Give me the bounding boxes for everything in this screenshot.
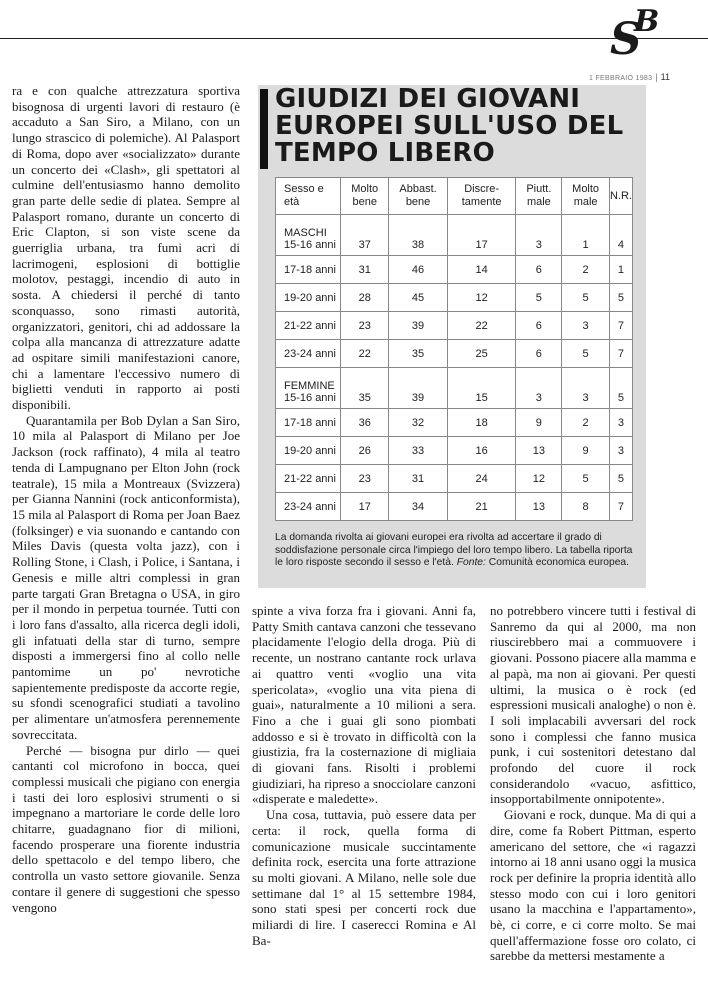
logo-letter-s: S (610, 14, 642, 65)
article-column-2 (252, 603, 476, 948)
table-header-row (276, 178, 633, 215)
table-cell: 28 (341, 284, 389, 312)
table-cell: 5 (609, 284, 632, 312)
table-cell: 2 (562, 409, 610, 437)
age-label: 23-24 anni (276, 493, 341, 521)
table-cell: 3 (516, 368, 562, 409)
table-cell: 3 (609, 409, 632, 437)
table-cell: 6 (516, 312, 562, 340)
page-number: 11 (660, 72, 670, 82)
paragraph: no potrebbero vincere tutti i festival di Sanremo da qui al 2000, ma non riuscirebbero mai a commuovere i giovani. Possono piacere alla mamma e al papà, ma non ai giovani. Per questi ultimi, la musica o è rock (ed espressioni musicali analoghe) o non è. I soli implacabili avversari del rock sono i complessi che fanno musica punk, i cui sostenitori detestano dal profondo del cuore il rock considerandolo «vacuo, asfittico, insopportabilmente onnipotente». (490, 603, 696, 807)
table-cell: 5 (562, 284, 610, 312)
table-cell: 13 (516, 437, 562, 465)
caption-text: La domanda rivolta ai giovani europei era rivolta ad accertare il grado di soddisfazione personale circa l'impiego del loro tempo libero. La tabella riporta le loro risposte secondo il sesso e l'età. (275, 532, 633, 568)
table-cell: 1 (562, 215, 610, 256)
table-row (276, 340, 633, 368)
table-cell: 23 (341, 465, 389, 493)
table-cell: 25 (447, 340, 516, 368)
table-cell: 14 (447, 256, 516, 284)
group-label: MASCHI (284, 227, 327, 239)
age-label: 21-22 anni (276, 312, 341, 340)
table-row (276, 256, 633, 284)
table-caption (275, 532, 637, 570)
paragraph: Una cosa, tuttavia, può essere data per certa: il rock, quella forma di comunicazione musicale succintamente definita rock, esercita una forte attrazione su molti giovani. A Milano, nelle sole due settimane dal 1° al 15 settembre 1984, sono stati spesi per concerti rock due miliardi di lire. I caserecci Romina e Al Ba- (252, 807, 476, 948)
table-cell: 35 (389, 340, 448, 368)
table-row (276, 284, 633, 312)
table-cell: 4 (609, 215, 632, 256)
table-cell: 15 (447, 368, 516, 409)
table-cell: 38 (389, 215, 448, 256)
table-cell: 31 (389, 465, 448, 493)
age-label: 19-20 anni (276, 437, 341, 465)
table-cell: 37 (341, 215, 389, 256)
table-cell: 39 (389, 312, 448, 340)
paragraph: Giovani e rock, dunque. Ma di qui a dire, come fa Robert Pittman, esperto americano del settore, che «i ragazzi intorno ai 18 anni usano oggi la musica rock per definire la propria identità allo stesso modo con cui i loro genitori usano la macchina e l'appartamento», bè, ci corre, e ci corre molto. Se mai quell'affermazione fosse oro colato, ci sarebbe da mettersi mestamente a (490, 807, 696, 964)
table-cell: 22 (341, 340, 389, 368)
sidebar-headline: GIUDIZI DEI GIOVANI EUROPEI SULL'USO DEL TEMPO LIBERO (275, 84, 624, 168)
table-cell: 5 (562, 465, 610, 493)
table-cell: 35 (341, 368, 389, 409)
age-label: 15-16 anni (284, 392, 336, 404)
page-folio (560, 72, 670, 82)
age-label: 19-20 anni (276, 284, 341, 312)
age-label: 23-24 anni (276, 340, 341, 368)
paragraph: ra e con qualche attrezzatura sportiva bisognosa di urgenti lavori di restauro (è accaduto a San Siro, a Milano, con un lungo strascico di polemiche). Al Palasport di Roma, dopo aver «socializzato» durante un concerto dei «Clash», gli spettatori al culmine dell'entusiasmo hanno demolito gran parte delle sedie di platea. Sempre al Palasport romano, durante un concerto di Eric Clapton, si son viste scene da guerriglia urbana, tra fumi acri di lacrimogeni, esplosioni di bottiglie molotov, pestaggi, incendio di auto in sosta. A chiedersi il perché di tanto sconquasso, sono rimasti autorità, organizzatori, genitori, chi ad addossare la colpa alla mancanza di attrezzature adatte ad ospitare simili manifestazioni canore, chi a lamentare l'eccessivo numero di biglietti venduti in rapporto ai posti disponibili. (12, 83, 240, 413)
table-cell: 3 (516, 215, 562, 256)
table-row (276, 465, 633, 493)
table-cell: 23 (341, 312, 389, 340)
table-cell: 31 (341, 256, 389, 284)
table-cell: 18 (447, 409, 516, 437)
age-label: 21-22 anni (276, 465, 341, 493)
table-cell: 2 (562, 256, 610, 284)
table-cell: 22 (447, 312, 516, 340)
header-cell: Sesso e età (276, 178, 341, 215)
table-cell: 21 (447, 493, 516, 521)
paragraph: Perché — bisogna pur dirlo — quei cantanti col microfono in bocca, quei complessi musicali che pigiano con energia i tasti dei loro esplosivi strumenti o si impegnano a martoriare le corde delle loro chitarre, guadagnano fior di milioni, facendo prosperare una fiorente industria dello spettacolo e del tempo libero, che controlla un vasto settore giovanile. Senza contare il genere di suggestioni che spesso vengono (12, 742, 240, 915)
table-cell: 1 (609, 256, 632, 284)
survey-table (275, 177, 633, 521)
paragraph: spinte a viva forza fra i giovani. Anni fa, Patty Smith cantava canzoni che tessevano placidamente l'elogio della droga. Più di recente, un nostrano cantante rock urlava ai quattro venti «voglio una vita spericolata», «voglio una vita piena di guai», naturalmente a 10 milioni a sera. Fino a che i guai gli sono piombati addosso e si è trovato in difficoltà con la giustizia, fra la costernazione di migliaia di giovani fans. Risolti i problemi giudiziari, ha ripreso a snocciolare canzoni «disperate e maledette». (252, 603, 476, 807)
table-cell: 6 (516, 256, 562, 284)
table-cell: 36 (341, 409, 389, 437)
table-cell: 7 (609, 340, 632, 368)
survey-table-wrapper (275, 177, 633, 521)
table-cell: 7 (609, 312, 632, 340)
table-cell: 34 (389, 493, 448, 521)
table-cell: 5 (609, 368, 632, 409)
header-rule (0, 38, 708, 39)
paragraph: Quarantamila per Bob Dylan a San Siro, 10 mila al Palasport di Milano per Joe Jackson (rock raffinato), 4 mila al teatro tenda di Lampugnano per Elton John (rock teatrale), 15 mila a Montreaux (Svizzera) per Gianna Nannini (rock anticonformista), 15 mila al Palasport di Roma per Joan Baez (folksinger) e via suonando e cantando con Miles Davis (questa volta jazz), con i Rolling Stone, i Clash, i Police, i Santana, i Genesis e mille altri complessi in gran parte targati Gran Bretagna o USA, in giro per il mondo in perpetua tournée. Tutti con i loro fans d'assalto, alla ricerca degli idoli, gli infatuati della star di turno, sempre disposti a immergersi fino al collo nelle pantomime un po' nevrotiche sapientemente predisposte da accorte regie, su sfondi scenografici studiati a tavolino per alimentare un'atmosfera perennemente sovreccitata. (12, 412, 240, 742)
table-cell: 6 (516, 340, 562, 368)
table-cell: 9 (516, 409, 562, 437)
header-cell: Molto bene (341, 178, 389, 215)
headline-accent-bar (260, 89, 268, 169)
table-cell: 3 (562, 368, 610, 409)
table-row (276, 437, 633, 465)
row-label (276, 215, 341, 256)
source-label: Fonte: (456, 557, 486, 568)
table-cell: 9 (562, 437, 610, 465)
article-column-1 (12, 83, 240, 915)
table-cell: 26 (341, 437, 389, 465)
table-cell: 46 (389, 256, 448, 284)
group-label: FEMMINE (284, 380, 335, 392)
table-cell: 13 (516, 493, 562, 521)
table-cell: 5 (562, 340, 610, 368)
age-label: 17-18 anni (276, 409, 341, 437)
table-cell: 3 (609, 437, 632, 465)
table-row (276, 368, 633, 409)
table-cell: 39 (389, 368, 448, 409)
table-cell: 12 (447, 284, 516, 312)
logo-letter-b: B (634, 4, 660, 39)
folio-separator: | (655, 72, 658, 82)
table-row (276, 215, 633, 256)
table-row (276, 312, 633, 340)
table-cell: 32 (389, 409, 448, 437)
header-cell: Piutt. male (516, 178, 562, 215)
table-row (276, 409, 633, 437)
issue-date: 1 FEBBRAIO 1983 (589, 75, 653, 82)
header-cell: Abbast. bene (389, 178, 448, 215)
table-cell: 7 (609, 493, 632, 521)
table-cell: 5 (516, 284, 562, 312)
table-cell: 3 (562, 312, 610, 340)
table-cell: 17 (447, 215, 516, 256)
source-text: Comunità economica europea. (488, 557, 630, 568)
table-cell: 5 (609, 465, 632, 493)
header-cell: N.R. (609, 178, 632, 215)
header-cell: Discre- tamente (447, 178, 516, 215)
table-cell: 12 (516, 465, 562, 493)
table-cell: 24 (447, 465, 516, 493)
row-label (276, 368, 341, 409)
header-cell: Molto male (562, 178, 610, 215)
age-label: 15-16 anni (284, 239, 336, 251)
article-column-3 (490, 603, 696, 964)
table-cell: 8 (562, 493, 610, 521)
table-cell: 33 (389, 437, 448, 465)
table-cell: 45 (389, 284, 448, 312)
age-label: 17-18 anni (276, 256, 341, 284)
table-row (276, 493, 633, 521)
table-cell: 16 (447, 437, 516, 465)
table-cell: 17 (341, 493, 389, 521)
